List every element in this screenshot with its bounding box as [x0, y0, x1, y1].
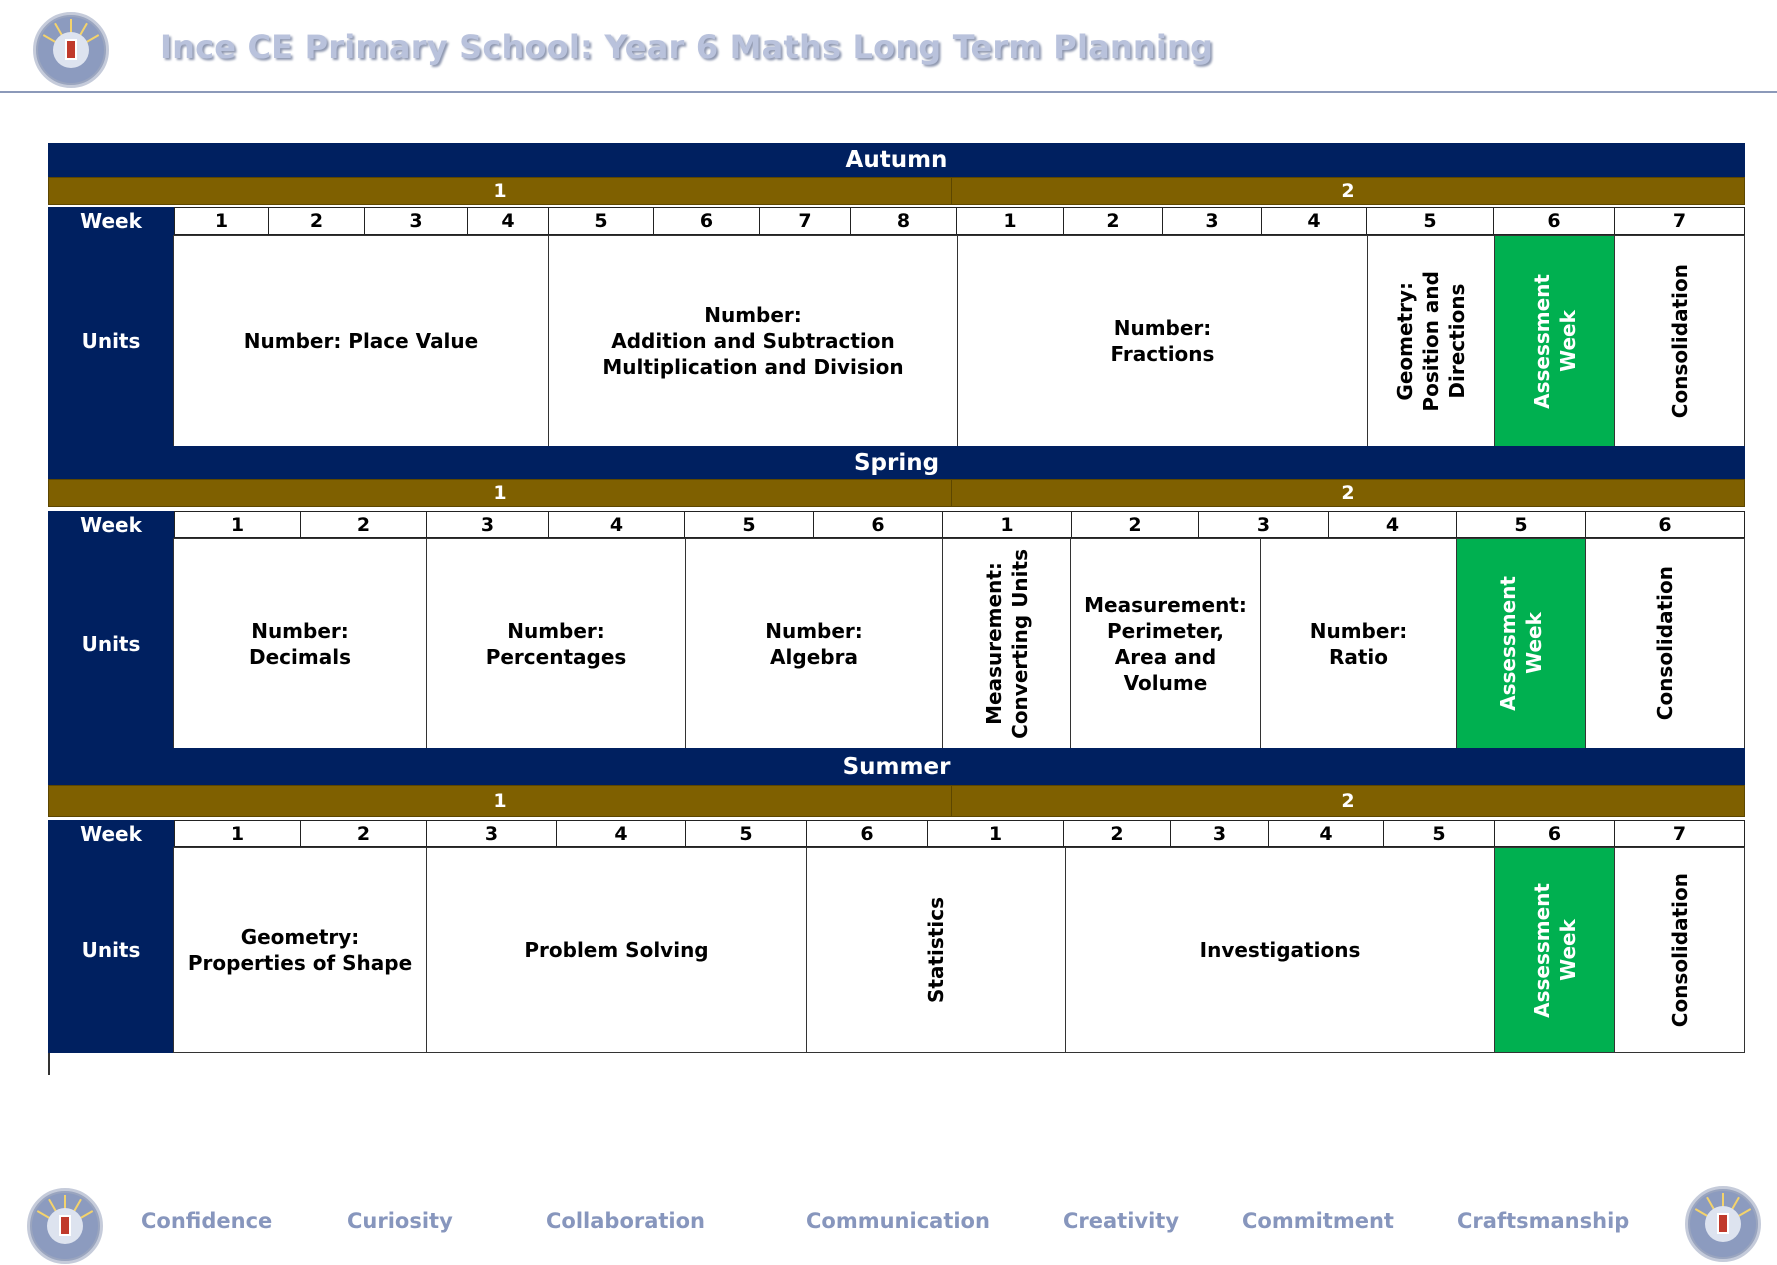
school-value: Craftsmanship [1457, 1209, 1630, 1233]
assessment-week-cell: Assessment Week [1494, 235, 1615, 447]
table-edge-mark [48, 1053, 50, 1075]
week-label: Week [48, 511, 174, 538]
school-value: Creativity [1063, 1209, 1180, 1233]
assessment-week-cell: Assessment Week [1494, 847, 1615, 1053]
unit-cell: Geometry: Position and Directions [1367, 235, 1495, 447]
week-number: 4 [1328, 511, 1457, 538]
week-number: 5 [684, 511, 814, 538]
header-divider [0, 91, 1777, 93]
week-number: 7 [1614, 820, 1745, 847]
week-number: 6 [806, 820, 928, 847]
week-label: Week [48, 820, 174, 847]
half-term-2: 2 [951, 177, 1745, 205]
school-logo-footer-right [1685, 1186, 1761, 1262]
week-number: 1 [174, 207, 269, 235]
week-number: 6 [1585, 511, 1745, 538]
week-label: Week [48, 207, 174, 235]
unit-cell: Problem Solving [426, 847, 807, 1053]
week-number: 5 [1366, 207, 1494, 235]
week-number: 4 [1261, 207, 1367, 235]
week-number: 7 [1614, 207, 1745, 235]
unit-cell: Number: Decimals [173, 538, 427, 749]
week-number: 1 [174, 820, 301, 847]
term-header-spring: Spring [48, 446, 1745, 479]
week-number: 2 [1063, 820, 1171, 847]
unit-cell: Number: Addition and Subtraction Multiplication and Division [548, 235, 958, 447]
week-number: 5 [1456, 511, 1586, 538]
unit-cell: Statistics [806, 847, 1066, 1053]
week-number: 6 [1494, 820, 1615, 847]
school-value: Commitment [1242, 1209, 1394, 1233]
week-number: 3 [364, 207, 468, 235]
unit-cell: Measurement: Converting Units [942, 538, 1071, 749]
unit-cell: Number: Place Value [173, 235, 549, 447]
term-header-summer: Summer [48, 748, 1745, 785]
unit-cell: Number: Algebra [685, 538, 943, 749]
unit-cell: Number: Percentages [426, 538, 686, 749]
week-number: 7 [759, 207, 851, 235]
week-number: 5 [1383, 820, 1495, 847]
week-number: 1 [942, 511, 1072, 538]
units-label: Units [48, 235, 174, 447]
half-term-2: 2 [951, 479, 1745, 507]
page-title: Ince CE Primary School: Year 6 Maths Long Term Planning [160, 28, 1214, 66]
units-label: Units [48, 538, 174, 749]
week-number: 1 [174, 511, 301, 538]
school-logo-footer-left [27, 1188, 103, 1264]
week-number: 2 [300, 511, 427, 538]
week-number: 2 [1063, 207, 1163, 235]
week-number: 6 [653, 207, 760, 235]
week-number: 2 [1071, 511, 1199, 538]
week-number: 3 [1198, 511, 1329, 538]
unit-cell: Number: Fractions [957, 235, 1368, 447]
unit-cell: Investigations [1065, 847, 1495, 1053]
school-value: Communication [806, 1209, 990, 1233]
week-number: 4 [548, 511, 685, 538]
week-number: 4 [467, 207, 549, 235]
week-number: 6 [813, 511, 943, 538]
week-number: 1 [956, 207, 1064, 235]
school-value: Collaboration [546, 1209, 706, 1233]
week-number: 2 [300, 820, 427, 847]
consolidation-cell: Consolidation [1614, 235, 1745, 447]
term-header-autumn: Autumn [48, 143, 1745, 177]
week-number: 3 [426, 511, 549, 538]
half-term-2: 2 [951, 785, 1745, 817]
week-number: 3 [426, 820, 557, 847]
school-logo [33, 12, 109, 88]
units-label: Units [48, 847, 174, 1053]
week-number: 3 [1162, 207, 1262, 235]
week-number: 4 [556, 820, 686, 847]
week-number: 6 [1493, 207, 1615, 235]
week-number: 3 [1170, 820, 1269, 847]
week-number: 2 [268, 207, 365, 235]
week-number: 1 [927, 820, 1064, 847]
school-value: Confidence [141, 1209, 273, 1233]
week-number: 5 [685, 820, 807, 847]
school-value: Curiosity [347, 1209, 453, 1233]
unit-cell: Geometry: Properties of Shape [173, 847, 427, 1053]
half-term-1: 1 [48, 177, 952, 205]
unit-cell: Measurement: Perimeter, Area and Volume [1070, 538, 1261, 749]
half-term-1: 1 [48, 479, 952, 507]
assessment-week-cell: Assessment Week [1456, 538, 1586, 749]
week-number: 8 [850, 207, 957, 235]
consolidation-cell: Consolidation [1614, 847, 1745, 1053]
week-number: 5 [548, 207, 654, 235]
unit-cell: Number: Ratio [1260, 538, 1457, 749]
half-term-1: 1 [48, 785, 952, 817]
week-number: 4 [1268, 820, 1384, 847]
consolidation-cell: Consolidation [1585, 538, 1745, 749]
